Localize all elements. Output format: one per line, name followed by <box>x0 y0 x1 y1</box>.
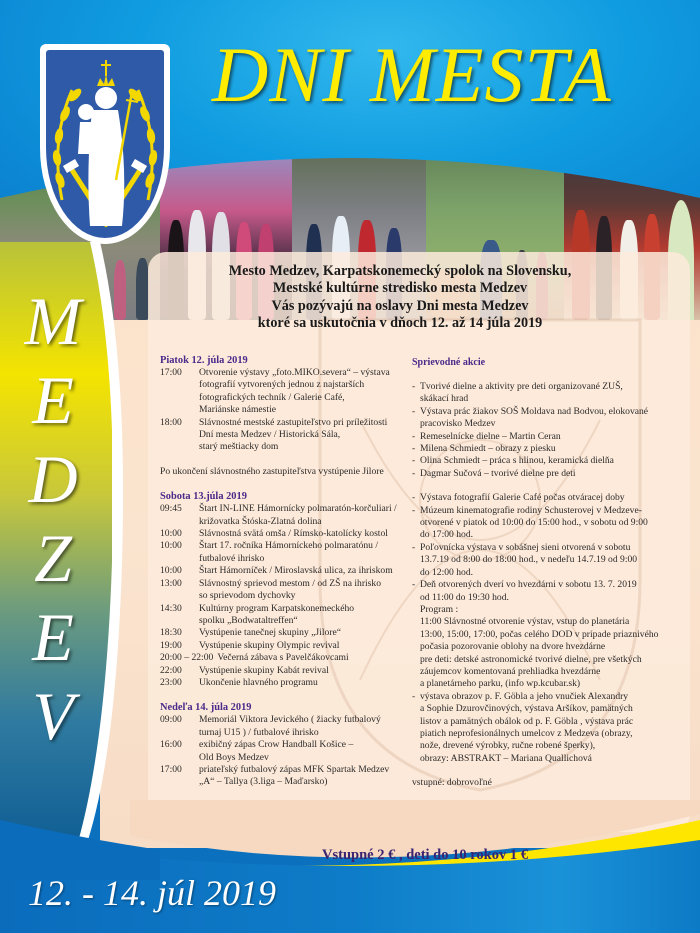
program-event <box>160 640 410 652</box>
event-line: križovatka Štóska-Zlatná dolina <box>199 515 322 527</box>
side-event-line: do 17:00 hod. <box>420 529 474 541</box>
bullet-dash-icon: - <box>412 504 416 516</box>
side-event-line: skákací hrad <box>420 393 469 405</box>
event-description <box>199 578 410 603</box>
event-line: fotografií vytvorených jednou z najstarších <box>199 379 365 391</box>
coat-of-arms-icon <box>40 44 170 244</box>
program-column <box>160 354 410 789</box>
event-line: Štart 17. ročníka Hámorníckeho polmaratónu / <box>199 540 379 552</box>
side-event-line: 11:00 Slávnostné otvorenie výstav, vstup do planetária <box>420 616 630 628</box>
side-event-text <box>420 381 672 406</box>
side-event-line: a planetárneho parku, (info wp.kcubar.sk) <box>420 678 581 690</box>
day-heading-sunday: Nedeľa 14. júla 2019 <box>160 702 252 714</box>
spacer <box>160 689 410 701</box>
side-event-text <box>420 542 672 579</box>
event-line: Štart Hámorníček / Miroslavská ulica, za ihriskom <box>199 565 393 577</box>
event-line: priateľský futbalový zápas MFK Spartak Medzev <box>199 763 390 775</box>
crest-emblem-icon <box>46 50 164 238</box>
side-event-item <box>412 381 672 406</box>
event-time: 19:00 <box>160 639 182 651</box>
intro-line: Vás pozývajú na oslavy Dni mesta Medzev <box>271 297 529 314</box>
event-time: 20:00 – 22:00 <box>160 652 214 664</box>
event-description <box>199 565 410 577</box>
side-event-line: do 12:00 hod. <box>420 566 474 578</box>
side-event-line: obrazy: ABSTRAKT – Mariana Quallichová <box>420 752 592 764</box>
side-event-text <box>420 468 672 480</box>
event-time: 13:00 <box>160 577 182 589</box>
entry-fee: Vstupné 2 € , deti do 10 rokov 1 € <box>322 847 528 863</box>
side-event-item <box>412 443 672 455</box>
side-letter: D <box>28 441 78 517</box>
program-event <box>160 764 410 789</box>
event-description <box>199 503 410 528</box>
program-event <box>160 565 410 577</box>
side-event-item <box>412 492 672 504</box>
event-line: so sprievodom dychovky <box>199 590 296 602</box>
spacer <box>160 478 410 490</box>
program-event <box>160 652 410 664</box>
program-event <box>160 677 410 689</box>
event-line: Slávnostná svätá omša / Rímsko-katolícky kostol <box>199 528 388 540</box>
event-line: Kultúrny program Karpatskonemeckého <box>199 602 355 614</box>
event-time: 09:45 <box>160 503 182 515</box>
side-event-line: Tvorivé dielne a aktivity pre deti organizované ZUŠ, <box>420 381 623 392</box>
event-line: Ukončenie hlavného programu <box>199 676 318 688</box>
event-time: 16:00 <box>160 739 182 751</box>
side-event-line: Program : <box>420 603 459 615</box>
event-line: futbalové ihrisko <box>199 552 265 564</box>
event-line: Vystúpenie skupiny Kabát revival <box>199 664 329 676</box>
side-event-item <box>412 505 672 542</box>
side-event-line: pracovisko Medzev <box>420 418 496 430</box>
spacer <box>412 480 672 492</box>
side-event-line: Poľovnícka výstava v sobášnej sieni otvorená v sobotu <box>420 541 631 553</box>
side-event-line: výstava obrazov p. F. Göbla a jeho vnučiek Alexandry <box>420 690 629 702</box>
bullet-dash-icon: - <box>412 690 416 702</box>
event-time: 17:00 <box>160 763 182 775</box>
invitation-text <box>150 263 650 332</box>
side-letter: V <box>32 678 74 754</box>
bullet-dash-icon: - <box>412 467 416 479</box>
side-event-line: od 11:00 do 19:30 hod. <box>420 591 509 603</box>
event-description <box>199 665 410 677</box>
bullet-dash-icon: - <box>412 405 416 417</box>
event-line: exibičný zápas Crow Handball Košice – <box>199 739 354 751</box>
spacer <box>412 765 672 777</box>
side-events-group-2 <box>412 492 672 765</box>
side-event-text <box>420 406 672 431</box>
program-event <box>160 540 410 565</box>
event-dates: 12. - 14. júl 2019 <box>28 873 276 913</box>
side-letter: M <box>24 283 82 359</box>
event-description <box>199 739 410 764</box>
side-event-item <box>412 455 672 467</box>
event-line: starý meštiacky dom <box>199 441 279 453</box>
event-line: Večerná zábava s Pavelčákovcami <box>217 652 349 664</box>
program-event <box>160 578 410 603</box>
side-events-heading: Sprievodné akcie <box>412 357 486 368</box>
program-event <box>160 627 410 639</box>
program-event <box>160 367 410 417</box>
side-event-line: listov a pamätných obálok od p. F. Göbla , výstava prác <box>420 715 634 727</box>
event-description <box>199 714 410 739</box>
side-event-text <box>420 691 672 765</box>
side-event-text <box>420 431 672 443</box>
side-event-line: Múzeum kinematografie rodiny Schusterovej v Medzeve- <box>420 504 642 516</box>
side-event-line: Deň otvorených dverí vo hvezdárni v sobotu 13. 7. 2019 <box>420 579 637 591</box>
event-description <box>199 417 410 454</box>
bullet-dash-icon: - <box>412 381 416 392</box>
bullet-dash-icon: - <box>412 492 416 504</box>
side-event-item <box>412 468 672 480</box>
side-event-item <box>412 691 672 765</box>
side-event-line: otvorené v piatok od 10:00 do 15:00 hod., v sobotu od 9:00 <box>420 517 648 529</box>
event-line: spolku „Bodwataltreffen“ <box>199 614 298 626</box>
event-time: 22:00 <box>160 664 182 676</box>
side-event-line: 13:00, 15:00, 17:00, počas celého DOD v prípade priaznivého <box>420 628 659 640</box>
event-line: Memoriál Viktora Jevického ( žiacky futbalový <box>199 714 381 726</box>
crest-shield <box>46 50 164 238</box>
side-event-item <box>412 406 672 431</box>
event-description <box>217 652 410 664</box>
event-time: 09:00 <box>160 714 182 726</box>
event-time: 18:00 <box>160 416 182 428</box>
intro-line: ktoré sa uskutočnia v dňoch 12. až 14 júla 2019 <box>257 314 543 331</box>
event-line: Mariánske námestie <box>199 404 276 416</box>
program-event <box>160 603 410 628</box>
event-line: Slávnostné mestské zastupiteľstvo pri príležitosti <box>199 416 388 428</box>
event-line: turnaj U15 ) / futbalové ihrisko <box>199 726 319 738</box>
side-letter: E <box>32 362 74 438</box>
saturday-events <box>160 503 410 689</box>
event-time: 17:00 <box>160 367 182 378</box>
event-time: 10:00 <box>160 565 182 577</box>
event-description <box>199 603 410 628</box>
side-event-text <box>420 579 672 691</box>
event-line: Old Boys Medzev <box>199 751 269 763</box>
sunday-events <box>160 714 410 788</box>
event-line: fotografických techník / Galerie Café, <box>199 391 345 403</box>
side-event-line: 13.7.19 od 8:00 do 18:00 hod., v nedeľu 14.7.19 od 9:00 <box>420 554 638 566</box>
side-event-line: Remeselnícke dielne – Martin Ceran <box>420 430 561 442</box>
event-line: Štart IN-LINE Hámornícky polmaratón-korčuliari / <box>199 503 397 515</box>
event-time: 10:00 <box>160 528 182 540</box>
event-line: „A“ – Tallya (3.liga – Maďarsko) <box>199 776 328 788</box>
spacer <box>412 369 672 381</box>
side-event-text <box>420 455 672 467</box>
program-event <box>160 528 410 540</box>
side-event-line: Dagmar Sučová – tvorivé dielne pre deti <box>420 467 576 479</box>
event-description <box>199 367 410 417</box>
spacer <box>160 454 410 466</box>
bullet-dash-icon: - <box>412 455 416 467</box>
day-heading-saturday: Sobota 13.júla 2019 <box>160 491 247 503</box>
side-event-line: Milena Schmiedt – obrazy z piesku <box>420 443 556 455</box>
day-heading-friday: Piatok 12. júla 2019 <box>160 355 248 366</box>
intro-line: Mestské kultúrne stredisko mesta Medzev <box>272 280 528 297</box>
side-event-item <box>412 579 672 691</box>
friday-note: Po ukončení slávnostného zastupiteľstva vystúpenie Jilore <box>160 465 384 477</box>
side-letter: Z <box>34 520 72 596</box>
program-event <box>160 714 410 739</box>
side-events-column <box>412 356 672 790</box>
side-event-line: počasia pozorovanie oblohy na dvore hvezdárne <box>420 641 606 653</box>
intro-line: Mesto Medzev, Karpatskonemecký spolok na Slovensku, <box>228 263 572 279</box>
event-line: Slávnostný sprievod mestom / od ZŠ na ihrisko <box>199 577 382 589</box>
program-event <box>160 503 410 528</box>
bullet-dash-icon: - <box>412 430 416 442</box>
event-description <box>199 540 410 565</box>
side-event-text <box>420 443 672 455</box>
bullet-dash-icon: - <box>412 541 416 553</box>
side-event-line: Olina Schmiedt – práca s hlinou, keramická dielňa <box>420 455 614 467</box>
event-description <box>199 764 410 789</box>
side-letter: E <box>32 599 74 675</box>
event-time: 14:30 <box>160 602 182 614</box>
side-town-name <box>18 282 88 756</box>
event-line: Dní mesta Medzev / Historická Sála, <box>199 429 341 441</box>
program-event <box>160 665 410 677</box>
side-event-item <box>412 542 672 579</box>
side-event-text <box>420 505 672 542</box>
side-event-line: pre deti: detské astronomické tvorivé dielne, pre všetkých <box>420 653 642 665</box>
program-event <box>160 739 410 764</box>
side-event-line: Výstava prác žiakov SOŠ Moldava nad Bodvou, elokované <box>420 405 649 417</box>
event-line: Otvorenie výstavy „foto.MIKO.severa“ – výstava <box>199 367 390 378</box>
side-event-text <box>420 492 672 504</box>
bullet-dash-icon: - <box>412 443 416 455</box>
event-time: 23:00 <box>160 676 182 688</box>
event-description <box>199 640 410 652</box>
side-event-line: Výstava fotografií Galerie Café počas otváracej doby <box>420 492 625 504</box>
event-time: 18:30 <box>160 627 182 639</box>
side-event-line: záujemcov komentovaná prehliadka hvezdárne <box>420 665 601 677</box>
program-event <box>160 417 410 454</box>
side-event-line: a Sophie Dzurovčinových, výstava Aršíkov, pamätných <box>420 703 633 715</box>
event-line: Vystúpenie tanečnej skupiny „Jilore“ <box>199 627 341 639</box>
side-event-item <box>412 431 672 443</box>
poster-title: DNI MESTA <box>212 31 612 118</box>
admission-note: vstupné: dobrovoľné <box>412 777 492 789</box>
event-time: 10:00 <box>160 540 182 552</box>
event-description <box>199 528 410 540</box>
friday-events <box>160 367 410 454</box>
side-event-line: piatich neprofesionálnych umelcov z Medzeva (obrazy, <box>420 727 633 739</box>
side-event-line: nože, drevené výrobky, ručne robené šperky), <box>420 740 596 752</box>
event-description <box>199 627 410 639</box>
bullet-dash-icon: - <box>412 579 416 591</box>
event-description <box>199 677 410 689</box>
side-events-group-1 <box>412 381 672 480</box>
event-line: Vystúpenie skupiny Olympic revival <box>199 639 340 651</box>
